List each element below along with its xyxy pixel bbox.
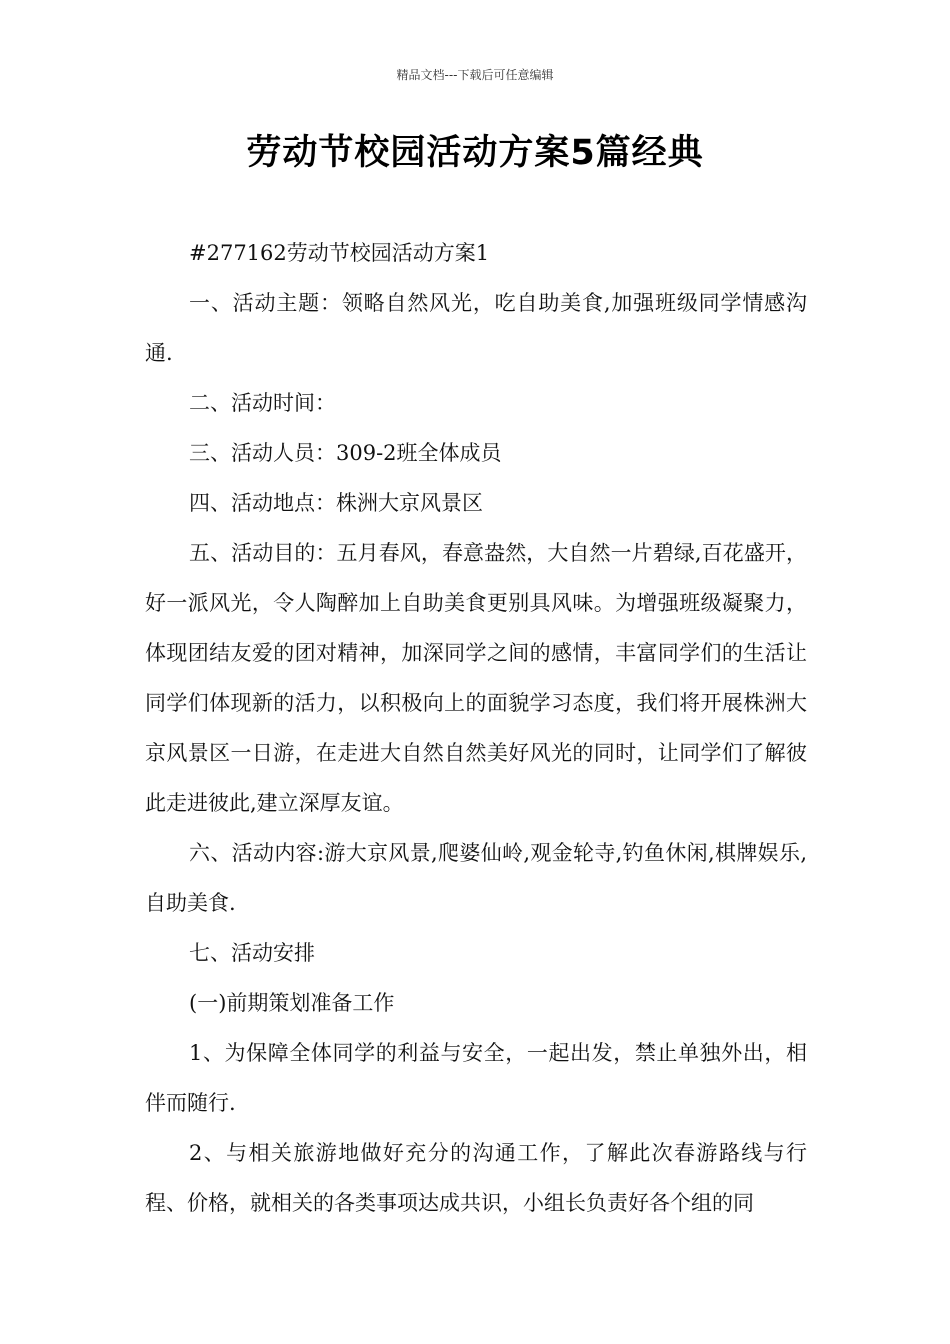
document-body [145, 228, 807, 1228]
paragraph-time: 二、活动时间： [189, 391, 336, 415]
paragraph-theme: 一、活动主题：领略自然风光，吃自助美食,加强班级同学情感沟通. [145, 291, 807, 365]
paragraph-content: 六、活动内容:游大京风景,爬婆仙岭,观金轮寺,钓鱼休闲,棋牌娱乐,自助美食. [145, 841, 807, 915]
paragraph-location: 四、活动地点：株洲大京风景区 [189, 491, 483, 515]
paragraph-participants: 三、活动人员：309-2班全体成员 [189, 441, 502, 465]
paragraph-preparation: (一)前期策划准备工作 [189, 991, 395, 1015]
document-title: 劳动节校园活动方案5篇经典 [246, 133, 704, 173]
paragraph-arrangement: 七、活动安排 [189, 941, 315, 965]
paragraph-purpose: 五、活动目的：五月春风，春意盎然，大自然一片碧绿,百花盛开，好一派风光，令人陶醉加上自助美食更别具风味。为增强班级凝聚力，体现团结友爱的团对精神，加深同学之间的感情，丰富同学们的生活让同学们体现新的活力，以积极向上的面貌学习态度，我们将开展株洲大京风景区一日游，在走进大自然自然美好风光的同时，让同学们了解彼此走进彼此,建立深厚友谊。 [145, 541, 807, 815]
paragraph-section-heading: #277162劳动节校园活动方案1 [189, 241, 490, 265]
paragraph-item-2: 2、与相关旅游地做好充分的沟通工作，了解此次春游路线与行程、价格，就相关的各类事项达成共识，小组长负责好各个组的同 [145, 1141, 807, 1215]
paragraph-item-1: 1、为保障全体同学的利益与安全，一起出发，禁止单独外出，相伴而随行. [145, 1041, 807, 1115]
header-note: 精品文档---下载后可任意编辑 [396, 68, 554, 82]
